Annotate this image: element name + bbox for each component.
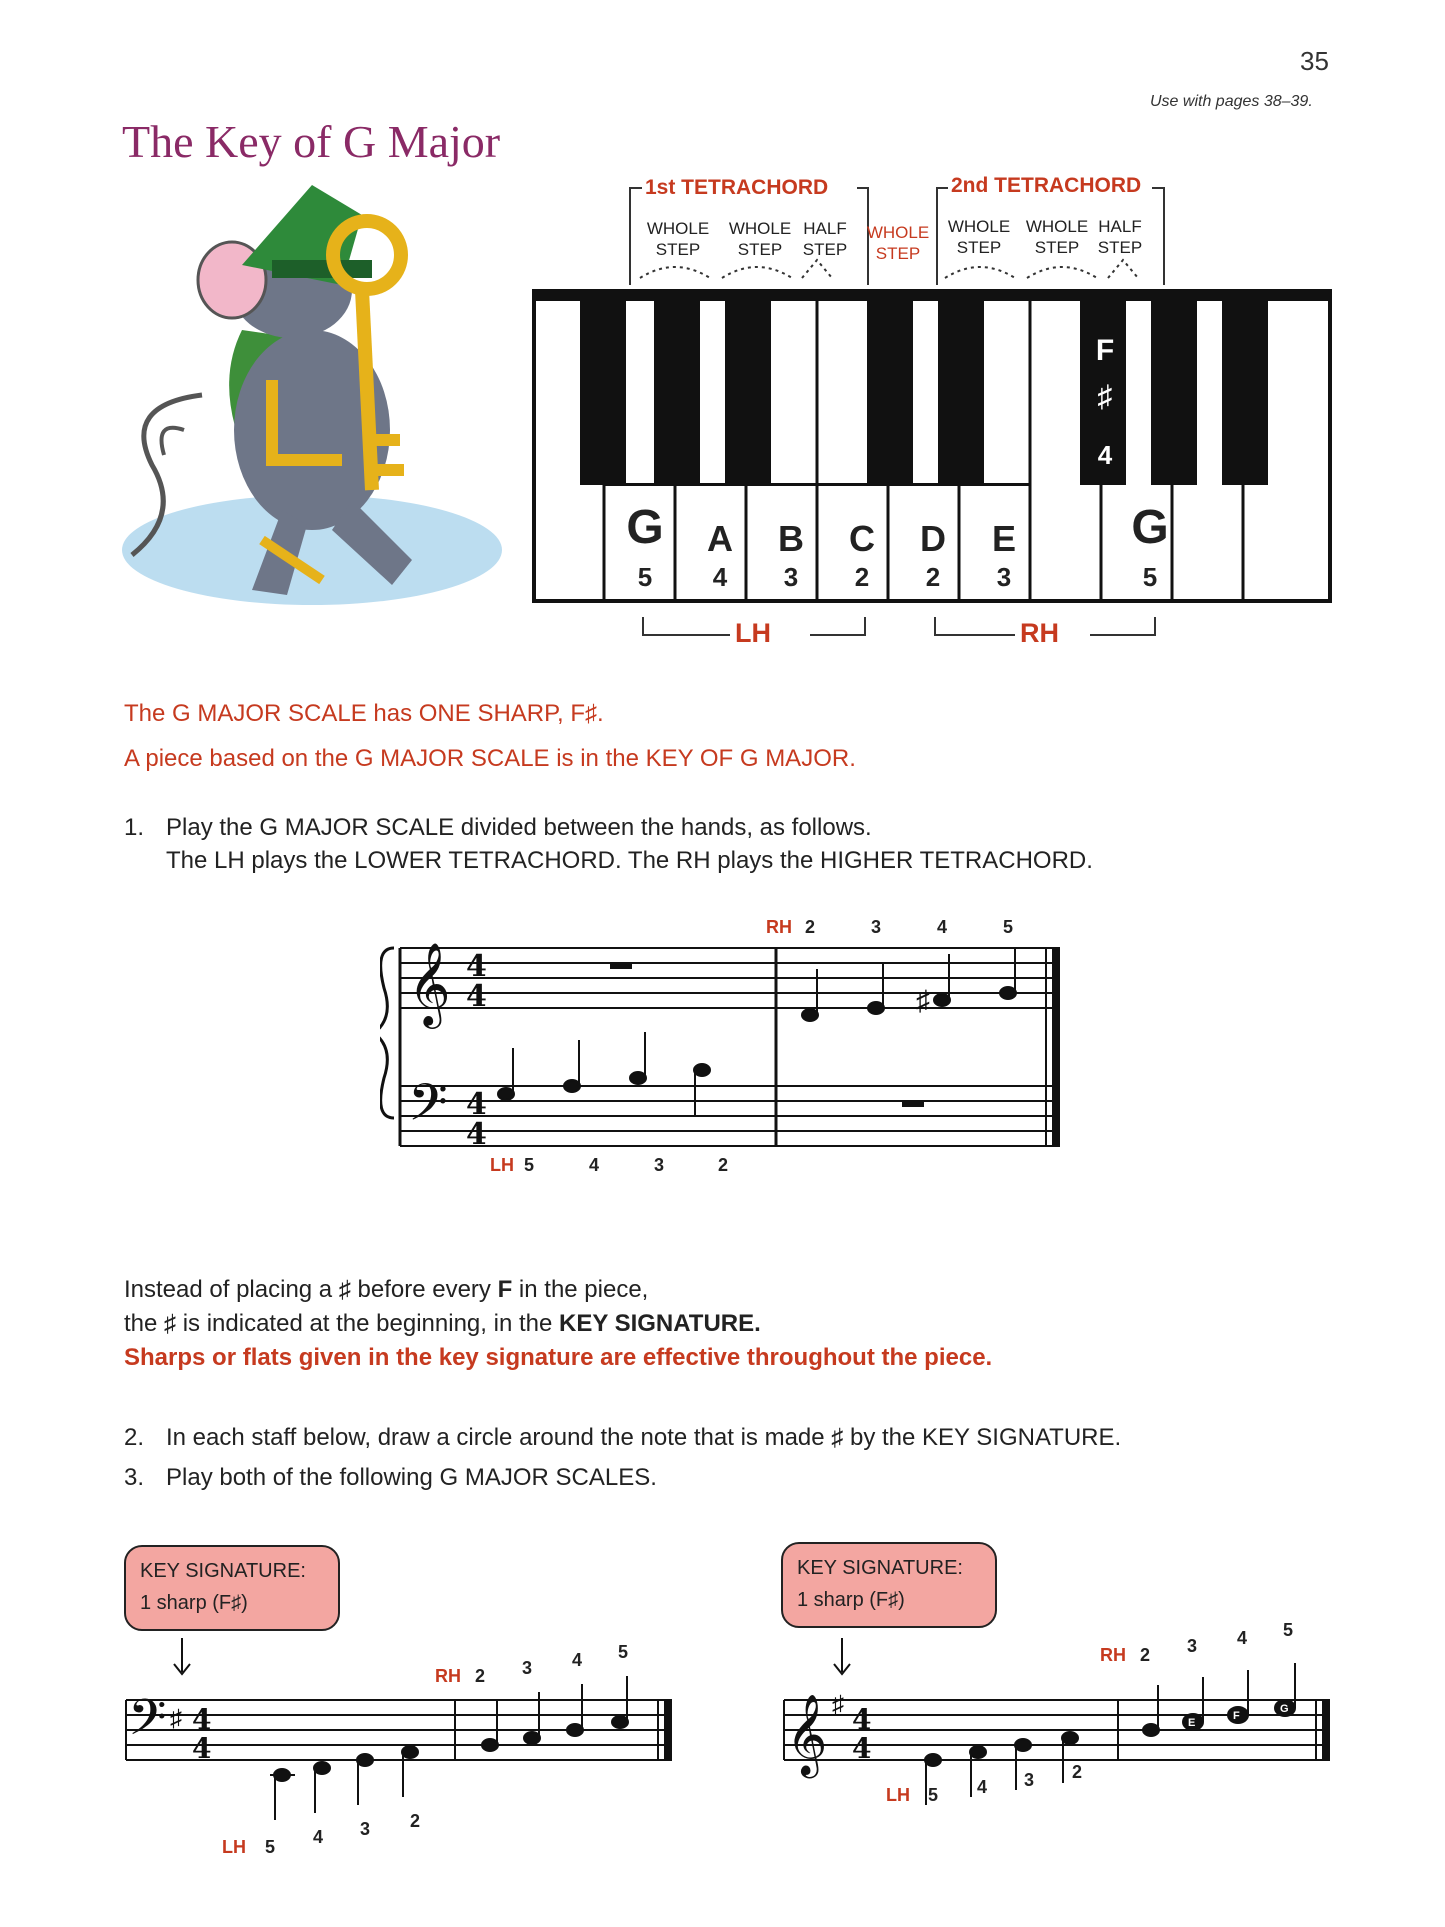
step-1-line-1: Play the G MAJOR SCALE divided between the hands, as follows. xyxy=(166,814,872,841)
black-key-sharp: ♯ xyxy=(1097,380,1113,413)
svg-text:𝄞: 𝄞 xyxy=(408,941,451,1025)
finger-number: 3 xyxy=(1187,1636,1198,1656)
step-3-number: 3. xyxy=(124,1464,145,1491)
key-finger: 5 xyxy=(1142,562,1158,592)
explain-line-1: Instead of placing a ♯ before every F in the piece, xyxy=(124,1276,649,1303)
svg-text:♯: ♯ xyxy=(170,1705,182,1732)
step-2-number: 2. xyxy=(124,1424,145,1451)
finger-number: 5 xyxy=(1003,917,1014,937)
finger-number: 2 xyxy=(1072,1762,1083,1782)
scale-lh-label: LH xyxy=(886,1785,910,1805)
black-key-finger: 4 xyxy=(1097,440,1113,470)
intro-line-2: A piece based on the G MAJOR SCALE is in the KEY OF G MAJOR. xyxy=(124,745,856,772)
finger-number: 4 xyxy=(1237,1628,1248,1648)
step-3-text: Play both of the following G MAJOR SCALES. xyxy=(166,1464,657,1491)
mouse-illustration xyxy=(112,180,512,640)
key-label-e: E xyxy=(991,518,1016,559)
key-finger: 2 xyxy=(854,562,870,592)
step-label: HALF STEP xyxy=(802,219,848,259)
finger-number: 4 xyxy=(313,1827,324,1847)
svg-text:♯: ♯ xyxy=(916,985,930,1016)
svg-text:4: 4 xyxy=(192,1703,212,1736)
key-label-c: C xyxy=(849,518,875,559)
step-label: WHOLE STEP xyxy=(646,219,710,259)
finger-number: 2 xyxy=(475,1666,486,1686)
svg-text:𝄢: 𝄢 xyxy=(128,1689,167,1759)
finger-number: 2 xyxy=(410,1811,421,1831)
whole-step-label: WHOLE STEP xyxy=(866,223,930,263)
time-sig-top: 4 xyxy=(466,1087,487,1122)
key-signature-callout: KEY SIGNATURE: 1 sharp (F♯) xyxy=(124,1545,340,1631)
treble-scale-staff xyxy=(778,1630,1338,1860)
tetrachord-2-label: 2nd TETRACHORD xyxy=(951,174,1142,197)
key-finger: 3 xyxy=(783,562,799,592)
explain-line-3: Sharps or flats given in the key signature are effective throughout the piece. xyxy=(124,1344,993,1371)
key-signature-callout: KEY SIGNATURE: 1 sharp (F♯) xyxy=(781,1542,997,1628)
rh-label: RH xyxy=(1020,618,1059,648)
circled-note-f: F xyxy=(1233,1710,1240,1722)
explain-line-2: the ♯ is indicated at the beginning, in the KEY SIGNATURE. xyxy=(124,1310,761,1337)
scale-rh-label: RH xyxy=(1100,1645,1126,1665)
finger-number: 5 xyxy=(928,1785,939,1805)
finger-number: 2 xyxy=(718,1155,729,1175)
key-label-a: A xyxy=(707,518,733,559)
svg-text:𝄞: 𝄞 xyxy=(786,1693,828,1775)
key-label-g: G xyxy=(626,501,664,554)
svg-text:𝄢: 𝄢 xyxy=(408,1072,448,1145)
black-key-label-f: F xyxy=(1095,334,1115,367)
score-rh-label: RH xyxy=(766,917,792,937)
finger-number: 4 xyxy=(977,1777,988,1797)
svg-text:4: 4 xyxy=(852,1732,872,1765)
time-sig-bottom: 4 xyxy=(466,1117,487,1152)
finger-number: 5 xyxy=(524,1155,535,1175)
scale-lh-label: LH xyxy=(222,1837,246,1857)
key-label-b: B xyxy=(778,518,804,559)
step-label: WHOLE STEP xyxy=(947,217,1011,257)
step-2-text: In each staff below, draw a circle around the note that is made ♯ by the KEY SIGNATURE. xyxy=(166,1424,1122,1451)
key-label-d: D xyxy=(920,518,946,559)
finger-number: 3 xyxy=(1024,1770,1035,1790)
step-1-number: 1. xyxy=(124,814,145,841)
finger-number: 2 xyxy=(1140,1645,1151,1665)
finger-number: 4 xyxy=(937,917,948,937)
intro-line-1: The G MAJOR SCALE has ONE SHARP, F♯. xyxy=(124,700,604,727)
finger-number: 5 xyxy=(1283,1620,1294,1640)
finger-number: 5 xyxy=(265,1837,276,1857)
piano-keyboard xyxy=(532,289,1332,609)
grand-staff xyxy=(380,918,1070,1178)
key-finger: 4 xyxy=(712,562,728,592)
finger-number: 3 xyxy=(360,1819,371,1839)
lh-label: LH xyxy=(735,618,771,648)
finger-number: 5 xyxy=(618,1642,629,1662)
finger-number: 3 xyxy=(654,1155,665,1175)
circled-note-e: E xyxy=(1188,1717,1196,1729)
score-lh-label: LH xyxy=(490,1155,514,1175)
use-with-note: Use with pages 38–39. xyxy=(1150,93,1313,110)
key-label-g-high: G xyxy=(1131,501,1169,554)
page-title: The Key of G Major xyxy=(122,116,501,167)
finger-number: 4 xyxy=(572,1650,583,1670)
hand-brackets xyxy=(635,615,1175,645)
svg-text:4: 4 xyxy=(192,1732,212,1765)
scale-rh-label: RH xyxy=(435,1666,461,1686)
key-finger: 2 xyxy=(925,562,941,592)
step-label: WHOLE STEP xyxy=(728,219,792,259)
time-sig-bottom: 4 xyxy=(466,979,487,1014)
step-label: HALF STEP xyxy=(1097,217,1143,257)
step-1-line-2: The LH plays the LOWER TETRACHORD. The RH plays the HIGHER TETRACHORD. xyxy=(166,847,1093,874)
finger-number: 4 xyxy=(589,1155,600,1175)
time-sig-top: 4 xyxy=(466,949,487,984)
tetrachord-1-label: 1st TETRACHORD xyxy=(645,176,829,199)
key-finger: 5 xyxy=(637,562,653,592)
finger-number: 3 xyxy=(871,917,882,937)
step-label: WHOLE STEP xyxy=(1025,217,1089,257)
svg-text:4: 4 xyxy=(852,1703,872,1736)
finger-number: 2 xyxy=(805,917,816,937)
finger-number: 3 xyxy=(522,1658,533,1678)
key-finger: 3 xyxy=(996,562,1012,592)
bass-scale-staff xyxy=(120,1630,680,1860)
svg-text:♯: ♯ xyxy=(832,1691,844,1718)
page-number: 35 xyxy=(1300,46,1329,76)
circled-note-g: G xyxy=(1280,1703,1289,1715)
